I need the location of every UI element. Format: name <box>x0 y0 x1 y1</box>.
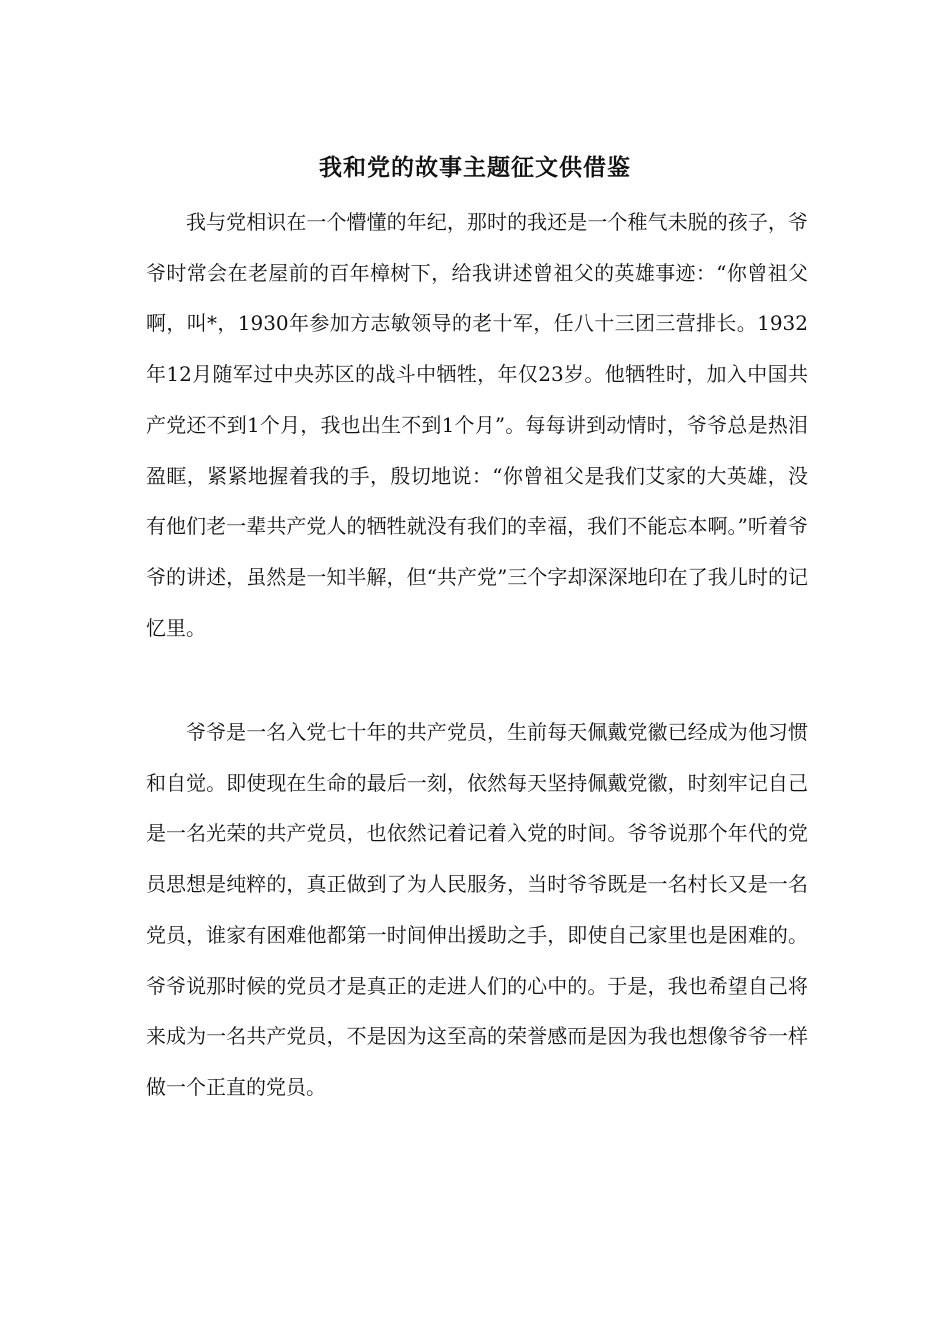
document-title: 我和党的故事主题征文供借鉴 <box>319 154 631 181</box>
paragraph-1: 我与党相识在一个懵懂的年纪，那时的我还是一个稚气未脱的孩子，爷爷时常会在老屋前的百年樟树下，给我讲述曾祖父的英雄事迹：“你曾祖父啊，叫*，1930年参加方志敏领导的老十军，任八十三团三营排长。1932年12月随军过中央苏区的战斗中牺牲，年仅23岁。他牺牲时，加入中国共产党还不到1个月，我也出生不到1个月”。每每讲到动情时，爷爷总是热泪盈眶，紧紧地握着我的手，殷切地说：“你曾祖父是我们艾家的大英雄，没有他们老一辈共产党人的牺牲就没有我们的幸福，我们不能忘本啊。”听着爷爷的讲述，虽然是一知半解，但“共产党”三个字却深深地印在了我儿时的记忆里。 <box>146 210 808 640</box>
paragraph-2: 爷爷是一名入党七十年的共产党员，生前每天佩戴党徽已经成为他习惯和自觉。即使现在生命的最后一刻，依然每天坚持佩戴党徽，时刻牢记自己是一名光荣的共产党员，也依然记着记着入党的时间。爷爷说那个年代的党员思想是纯粹的，真正做到了为人民服务，当时爷爷既是一名村长又是一名党员，谁家有困难他都第一时间伸出援助之手，即使自己家里也是困难的。爷爷说那时候的党员才是真正的走进人们的心中的。于是，我也希望自己将来成为一名共产党员，不是因为这至高的荣誉感而是因为我也想像爷爷一样做一个正直的党员。 <box>146 720 808 1099</box>
